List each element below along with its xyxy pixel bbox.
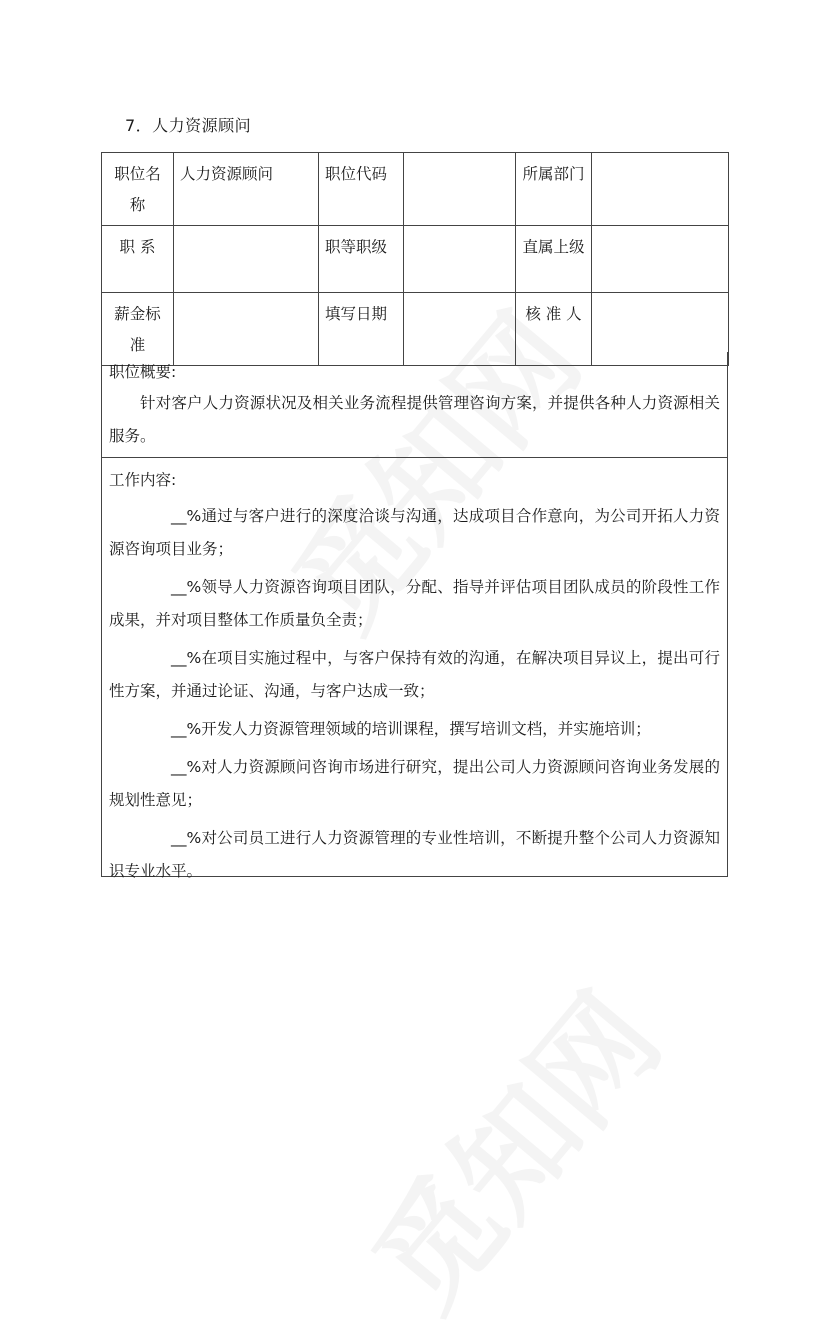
value-department [592, 153, 729, 226]
duty-item [109, 713, 720, 746]
label-fill-date: 填写日期 [319, 293, 404, 366]
duty-item [109, 822, 720, 888]
duty-percent-blank: __% [171, 507, 202, 525]
duty-text: 对人力资源顾问咨询市场进行研究，提出公司人力资源顾问咨询业务发展的规划性意见； [109, 758, 720, 809]
position-info-table [101, 152, 729, 366]
label-grade-level: 职等职级 [319, 226, 404, 293]
value-grade-level [404, 226, 516, 293]
label-department: 所属部门 [516, 153, 592, 226]
section-title: 7．人力资源顾问 [125, 116, 252, 135]
value-direct-supervisor [592, 226, 729, 293]
label-approver: 核 准 人 [516, 293, 592, 366]
table-row [102, 153, 729, 226]
label-position-name: 职位名称 [102, 153, 174, 226]
table-row [102, 226, 729, 293]
duty-text: 通过与客户进行的深度洽谈与沟通，达成项目合作意向，为公司开拓人力资源咨询项目业务； [109, 507, 720, 558]
summary-section [101, 352, 728, 458]
value-job-family [174, 226, 319, 293]
duty-text: 领导人力资源咨询项目团队，分配、指导并评估项目团队成员的阶段性工作成果，并对项目整体工作质量负全责； [109, 578, 720, 629]
duty-text: 开发人力资源管理领域的培训课程，撰写培训文档，并实施培训； [201, 720, 651, 738]
duty-item [109, 500, 720, 566]
duty-text: 在项目实施过程中，与客户保持有效的沟通，在解决项目异议上，提出可行性方案，并通过论证、沟通，与客户达成一致； [109, 649, 720, 700]
watermark [328, 953, 691, 1339]
label-job-family: 职 系 [102, 226, 174, 293]
label-position-code: 职位代码 [319, 153, 404, 226]
duty-item [109, 642, 720, 708]
duty-item [109, 571, 720, 637]
duty-text: 对公司员工进行人力资源管理的专业性培训，不断提升整个公司人力资源知识专业水平。 [109, 829, 720, 880]
summary-heading: 职位概要: [109, 363, 177, 381]
duties-section [101, 458, 728, 880]
duty-percent-blank: __% [171, 649, 202, 667]
label-salary-standard: 薪金标准 [102, 293, 174, 366]
value-position-code [404, 153, 516, 226]
duty-item [109, 751, 720, 817]
duty-percent-blank: __% [171, 829, 202, 847]
duties-heading: 工作内容: [109, 471, 177, 489]
duty-percent-blank: __% [171, 758, 202, 776]
value-position-name: 人力资源顾问 [174, 153, 319, 226]
summary-text: 针对客户人力资源状况及相关业务流程提供管理咨询方案，并提供各种人力资源相关服务。 [109, 394, 720, 445]
duty-percent-blank: __% [171, 720, 202, 738]
duty-percent-blank: __% [171, 578, 202, 596]
label-direct-supervisor: 直属上级 [516, 226, 592, 293]
